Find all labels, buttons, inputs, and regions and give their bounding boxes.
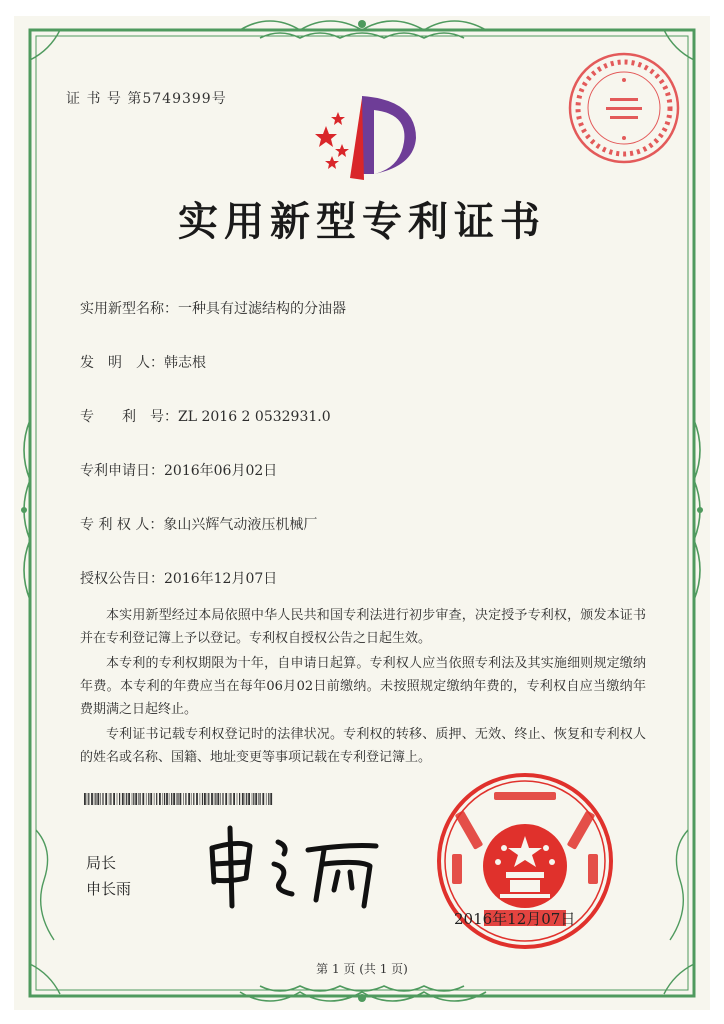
field-label: 发 明 人：: [80, 355, 164, 371]
field-label: 专 利 号：: [80, 409, 178, 425]
certificate-title: 实用新型专利证书: [178, 198, 546, 245]
signatory-name: 申长雨: [86, 880, 132, 898]
field-grant-announcement-date: [80, 568, 277, 588]
certificate-number: 证 书 号 第5749399号: [66, 91, 227, 107]
field-value: ZL 2016 2 0532931.0: [178, 409, 331, 425]
legal-paragraph: 本专利的专利权期限为十年，自申请日起算。专利权人应当依照专利法及其实施细则规定缴纳年费。本专利的年费应当在每年06月02日前缴纳。未按照规定缴纳年费的，专利权自应当缴纳年费期满之日起终止。: [80, 656, 646, 717]
field-patentee: [80, 514, 317, 534]
field-label: 专利申请日：: [80, 463, 164, 479]
field-inventor: [80, 352, 206, 372]
field-value: 2016年12月07日: [164, 571, 278, 587]
field-label: 专 利 权 人：: [80, 517, 164, 533]
field-patent-number: [80, 406, 331, 426]
handwritten-signature: [200, 820, 390, 910]
page-number: 第 1 页 (共 1 页): [316, 962, 408, 976]
field-value: 2016年06月02日: [164, 463, 278, 479]
agency-stamp: [566, 50, 682, 166]
grant-date: 2016年12月07日: [454, 910, 576, 928]
signatory-title: 局长: [86, 854, 117, 872]
cnipa-logo-icon: [312, 92, 422, 184]
legal-statement: [80, 604, 646, 771]
field-label: 授权公告日：: [80, 571, 164, 587]
legal-paragraph: 专利证书记载专利权登记时的法律状况。专利权的转移、质押、无效、终止、恢复和专利权人的姓名或名称、国籍、地址变更等事项记载在专利登记簿上。: [80, 727, 646, 765]
field-value: 象山兴辉气动液压机械厂: [163, 517, 318, 533]
field-application-date: [80, 460, 277, 480]
legal-paragraph: 本实用新型经过本局依照中华人民共和国专利法进行初步审查，决定授予专利权，颁发本证书并在专利登记簿上予以登记。专利权自授权公告之日起生效。: [80, 608, 646, 646]
field-utility-model-name: [80, 298, 346, 318]
field-value: 韩志根: [164, 355, 206, 371]
field-value: 一种具有过滤结构的分油器: [178, 301, 346, 317]
barcode-icon: [84, 793, 274, 805]
field-label: 实用新型名称：: [80, 301, 178, 317]
